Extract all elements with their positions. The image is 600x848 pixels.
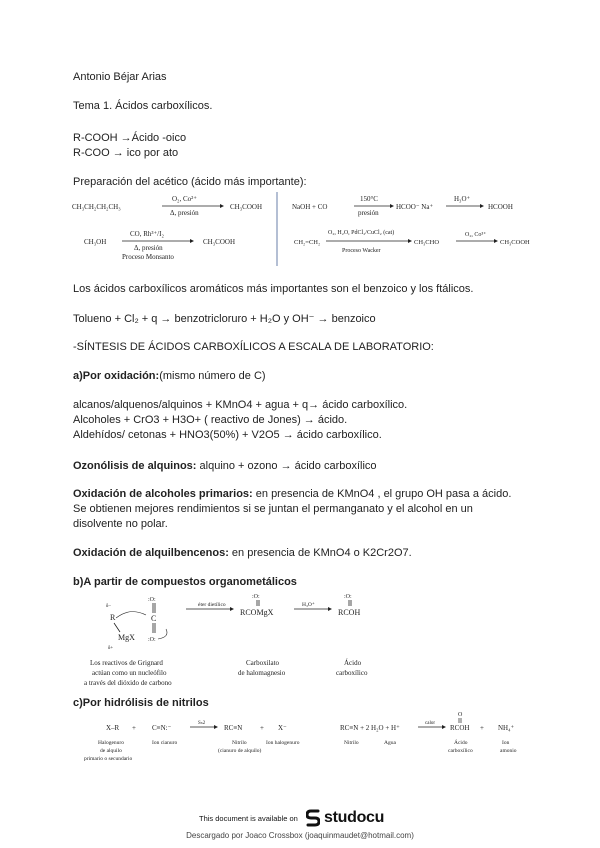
r2-reagent-top: CO, Rh³⁺/I₂ (130, 230, 164, 238)
grignard-arrow1-label: éter dietílico (198, 602, 226, 608)
naming-line-1: R-COOH →Ácido -oico (73, 132, 187, 144)
grignard-caption1-line1: Los reactivos de Grignard (90, 659, 163, 667)
r1-product: CH₃COOH (230, 203, 262, 211)
r3-reagent-top: 150°C (360, 195, 378, 203)
nitrile-eq1-reactant2: C≡N:⁻ (152, 724, 172, 732)
author: Antonio Béjar Arias (73, 71, 167, 83)
r2-product: CH₃COOH (203, 238, 235, 246)
nitrile-eq2-caption1: Nitrilo (344, 740, 359, 746)
svg-text::O:: :O: (148, 597, 156, 603)
r3-product2: HCOOH (488, 203, 513, 211)
svg-text::O:: :O: (252, 594, 260, 600)
nitrile-eq2-caption4-line2: amonio (500, 748, 517, 754)
ozonolysis-text: alquino + ozono → ácido carboxílico (196, 460, 377, 472)
grignard-caption3-line2: carboxílico (336, 669, 368, 677)
ozonolysis-title: Ozonólisis de alquinos: (73, 460, 197, 472)
r4-product2: CH₃COOH (500, 239, 530, 246)
nitrile-caption1-line3: primario o secundario (84, 756, 133, 762)
nitrile-eq2-arrow-label: calor (425, 721, 435, 726)
alkylbenzenes-title: Oxidación de alquilbencenos: (73, 547, 229, 559)
nitrile-caption4: Ion halogenuro (266, 740, 300, 746)
nitrile-caption3-line1: Nitrilo (232, 740, 247, 746)
studocu-logo-icon (306, 809, 320, 827)
studocu-brand: studocu (324, 809, 385, 826)
prep-heading: Preparación del acético (ácido más importante): (73, 176, 307, 188)
oxidation-line-3: Aldehídos/ cetonas + HNO3(50%) + V2O5 → ácido carboxílico. (73, 429, 382, 441)
grignard-product2: RCOH (338, 608, 361, 617)
nitrile-eq2-product2: NH₄⁺ (498, 724, 515, 732)
acetic-acid-preparation-scheme (70, 190, 540, 270)
nitrile-caption1-line1: Halogenuro (98, 740, 124, 746)
naming-line-2: R-COO → ico por ato (73, 147, 179, 159)
nitrile-eq1-reactant1: X–R (106, 724, 120, 732)
r2-reactant: CH₃OH (84, 238, 107, 246)
svg-text:δ−: δ− (106, 604, 112, 609)
primary-alcohols-text: en presencia de KMnO4 , el grupo OH pasa a ácido. (252, 488, 512, 500)
organometallic-heading: b)A partir de compuestos organometálicos (73, 576, 297, 588)
r1-reagent-bottom: Δ, presión (170, 209, 199, 217)
r3-reactants: NaOH + CO (292, 203, 328, 211)
nitrile-eq2-product1: RCOH (450, 724, 470, 732)
primary-alcohols-line-1: Se obtienen mejores rendimientos si se juntan el permanganato y el alcohol en un (73, 503, 473, 515)
download-credit: Descargado por Joaco Crossbox (joaquinmaudet@hotmail.com) (186, 831, 414, 840)
r3-product1: HCOO⁻ Na⁺ (396, 203, 434, 211)
svg-text:MgX: MgX (118, 633, 135, 642)
grignard-caption3-line1: Ácido (344, 659, 362, 667)
r3-reagent2: H₃O⁺ (454, 195, 471, 203)
nitrile-eq1-arrow-label: Sₙ2 (198, 721, 206, 726)
grignard-product1: RCOMgX (240, 608, 274, 617)
grignard-caption2-line2: de halomagnesio (238, 669, 286, 677)
primary-alcohols-line-2: disolvente no polar. (73, 518, 168, 530)
r4-product1: CH₃CHO (414, 239, 440, 246)
r1-reactant: CH₃CH₂CH₂CH₃ (72, 203, 121, 211)
nitrile-eq2-caption3-line1: Ácido (454, 740, 468, 746)
r4-reactant: CH₂=CH₂ (294, 239, 321, 246)
r4-reagent-top: O₂, H₂O, PdCl₂/CuCl₂ (cat) (328, 230, 395, 236)
svg-text:O: O (458, 712, 463, 718)
grignard-arrow2-label: H₃O⁺ (302, 602, 315, 608)
nitrile-caption2: Ion cianuro (152, 740, 178, 746)
svg-text:+: + (480, 724, 484, 732)
nitrile-eq2-caption3-line2: carboxílico (448, 748, 473, 754)
svg-text:δ+: δ+ (108, 646, 114, 651)
oxidation-line-2: Alcoholes + CrO3 + H3O+ ( reactivo de Jones) → ácido. (73, 414, 348, 426)
svg-text::O:: :O: (148, 637, 156, 643)
svg-text:R: R (110, 613, 116, 622)
primary-alcohols-title: Oxidación de alcoholes primarios: (73, 488, 253, 500)
r2-reagent-name: Proceso Monsanto (122, 253, 174, 261)
svg-text:+: + (260, 724, 264, 732)
primary-alcohols (73, 487, 511, 502)
alkylbenzenes-text: en presencia de KMnO4 o K2Cr2O7. (228, 547, 412, 559)
grignard-caption2-line1: Carboxilato (246, 659, 280, 667)
oxidation-heading (73, 369, 266, 384)
ozonolysis (73, 459, 377, 474)
nitrile-eq2-caption2: Agua (384, 740, 396, 746)
nitrile-eq1-product1: RC≡N (224, 724, 243, 732)
nitrile-caption3-line2: (cianuro de alquilo) (218, 748, 262, 754)
svg-text::O:: :O: (344, 594, 352, 600)
r1-reagent-top: O₂, Co²⁺ (172, 195, 197, 203)
r4-reagent2: O₂, Co³⁺ (465, 232, 487, 238)
nitriles-heading: c)Por hidrólisis de nitrilos (73, 697, 209, 709)
svg-text:+: + (132, 724, 136, 732)
grignard-scheme (80, 591, 400, 691)
grignard-caption1-line2: actúan como un nucleófilo (92, 669, 167, 677)
synthesis-heading: -SÍNTESIS DE ÁCIDOS CARBOXÍLICOS A ESCALA DE LABORATORIO: (73, 341, 434, 353)
oxidation-note: (mismo número de C) (159, 370, 266, 382)
toluene-reaction: Tolueno + Cl₂ + q → benzotricloruro + H₂O y OH⁻ → benzoico (73, 313, 376, 325)
nitrile-hydrolysis-scheme (70, 712, 540, 774)
topic-title: Tema 1. Ácidos carboxílicos. (73, 100, 213, 112)
nitrile-eq1-product2: X⁻ (278, 724, 287, 732)
oxidation-title: a)Por oxidación: (73, 370, 160, 382)
aromatic-acids: Los ácidos carboxílicos aromáticos más importantes son el benzoico y los ftálicos. (73, 283, 474, 295)
nitrile-eq2-left: RC≡N + 2 H₂O + H⁺ (340, 724, 400, 732)
r2-reagent-bottom: Δ, presión (134, 244, 163, 252)
r3-reagent-bottom: presión (358, 209, 379, 217)
svg-text:C: C (151, 614, 157, 623)
nitrile-caption1-line2: de alquilo (100, 748, 122, 754)
grignard-caption1-line3: a través del dióxido de carbono (84, 679, 172, 687)
available-text: This document is available on (199, 814, 298, 823)
oxidation-line-1: alcanos/alquenos/alquinos + KMnO4 + agua + q→ ácido carboxílico. (73, 399, 408, 411)
r4-reagent-name: Proceso Wacker (342, 248, 381, 254)
nitrile-eq2-caption4-line1: Ion (502, 740, 510, 746)
alkylbenzenes (73, 546, 412, 561)
